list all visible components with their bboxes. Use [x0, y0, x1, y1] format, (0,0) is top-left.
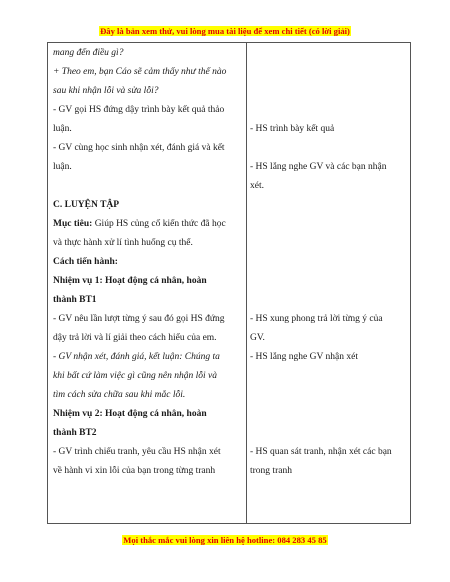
- student-step: GV.: [250, 333, 265, 343]
- student-step: trong tranh: [250, 466, 292, 476]
- teacher-step: về hành vi xin lỗi của bạn trong từng tranh: [53, 466, 216, 476]
- goal-line: [53, 218, 226, 230]
- goal-text: và thực hành xử lí tình huống cụ thể.: [53, 238, 193, 248]
- teacher-step: luận.: [53, 162, 72, 172]
- student-step: xét.: [250, 181, 264, 191]
- teacher-conclusion: tìm cách sửa chữa sau khi mắc lỗi.: [53, 390, 186, 400]
- preview-banner: [0, 26, 450, 37]
- goal-label: Mục tiêu:: [53, 219, 93, 229]
- hotline-banner-text: Mọi thắc mắc vui lòng xin liên hệ hotline: 084 283 45 85: [123, 535, 327, 545]
- question-text: mang đến điều gì?: [53, 48, 124, 58]
- teacher-step: - GV trình chiếu tranh, yêu cầu HS nhận xét: [53, 447, 221, 457]
- question-text: sau khi nhận lỗi và sửa lỗi?: [53, 86, 159, 96]
- student-step: - HS quan sát tranh, nhận xét các bạn: [250, 447, 392, 457]
- teacher-step: luận.: [53, 124, 72, 134]
- section-heading: C. LUYỆN TẬP: [53, 200, 120, 210]
- goal-text: Giúp HS củng cố kiến thức đã học: [92, 219, 226, 229]
- method-label: Cách tiến hành:: [53, 257, 118, 267]
- teacher-conclusion: khi bất cứ làm việc gì cũng nên nhận lỗi và: [53, 371, 218, 381]
- task-heading: Nhiệm vụ 1: Hoạt động cá nhân, hoàn: [53, 276, 207, 286]
- hotline-banner: [0, 535, 450, 546]
- student-step: - HS trình bày kết quả: [250, 124, 335, 134]
- column-divider: [246, 42, 247, 524]
- task-heading: Nhiệm vụ 2: Hoạt động cá nhân, hoàn: [53, 409, 207, 419]
- student-step: - HS lắng nghe GV nhận xét: [250, 352, 359, 362]
- teacher-step: dậy trả lời và lí giải theo cách hiểu của em.: [53, 333, 217, 343]
- teacher-step: - GV nêu lần lượt từng ý sau đó gọi HS đứng: [53, 314, 225, 324]
- teacher-step: - GV gọi HS đứng dậy trình bày kết quả thảo: [53, 105, 225, 115]
- teacher-conclusion: - GV nhận xét, đánh giá, kết luận: Chúng ta: [53, 352, 220, 362]
- student-step: - HS lắng nghe GV và các bạn nhận: [250, 162, 387, 172]
- question-text: + Theo em, bạn Cáo sẽ cảm thấy như thế nào: [53, 67, 227, 77]
- student-step: - HS xung phong trả lời từng ý của: [250, 314, 383, 324]
- task-heading: thành BT2: [53, 428, 97, 438]
- teacher-step: - GV cùng học sinh nhận xét, đánh giá và kết: [53, 143, 225, 153]
- preview-banner-text: Đây là bản xem thử, vui lòng mua tài liệu để xem chi tiết (có lời giải): [100, 26, 350, 36]
- task-heading: thành BT1: [53, 295, 97, 305]
